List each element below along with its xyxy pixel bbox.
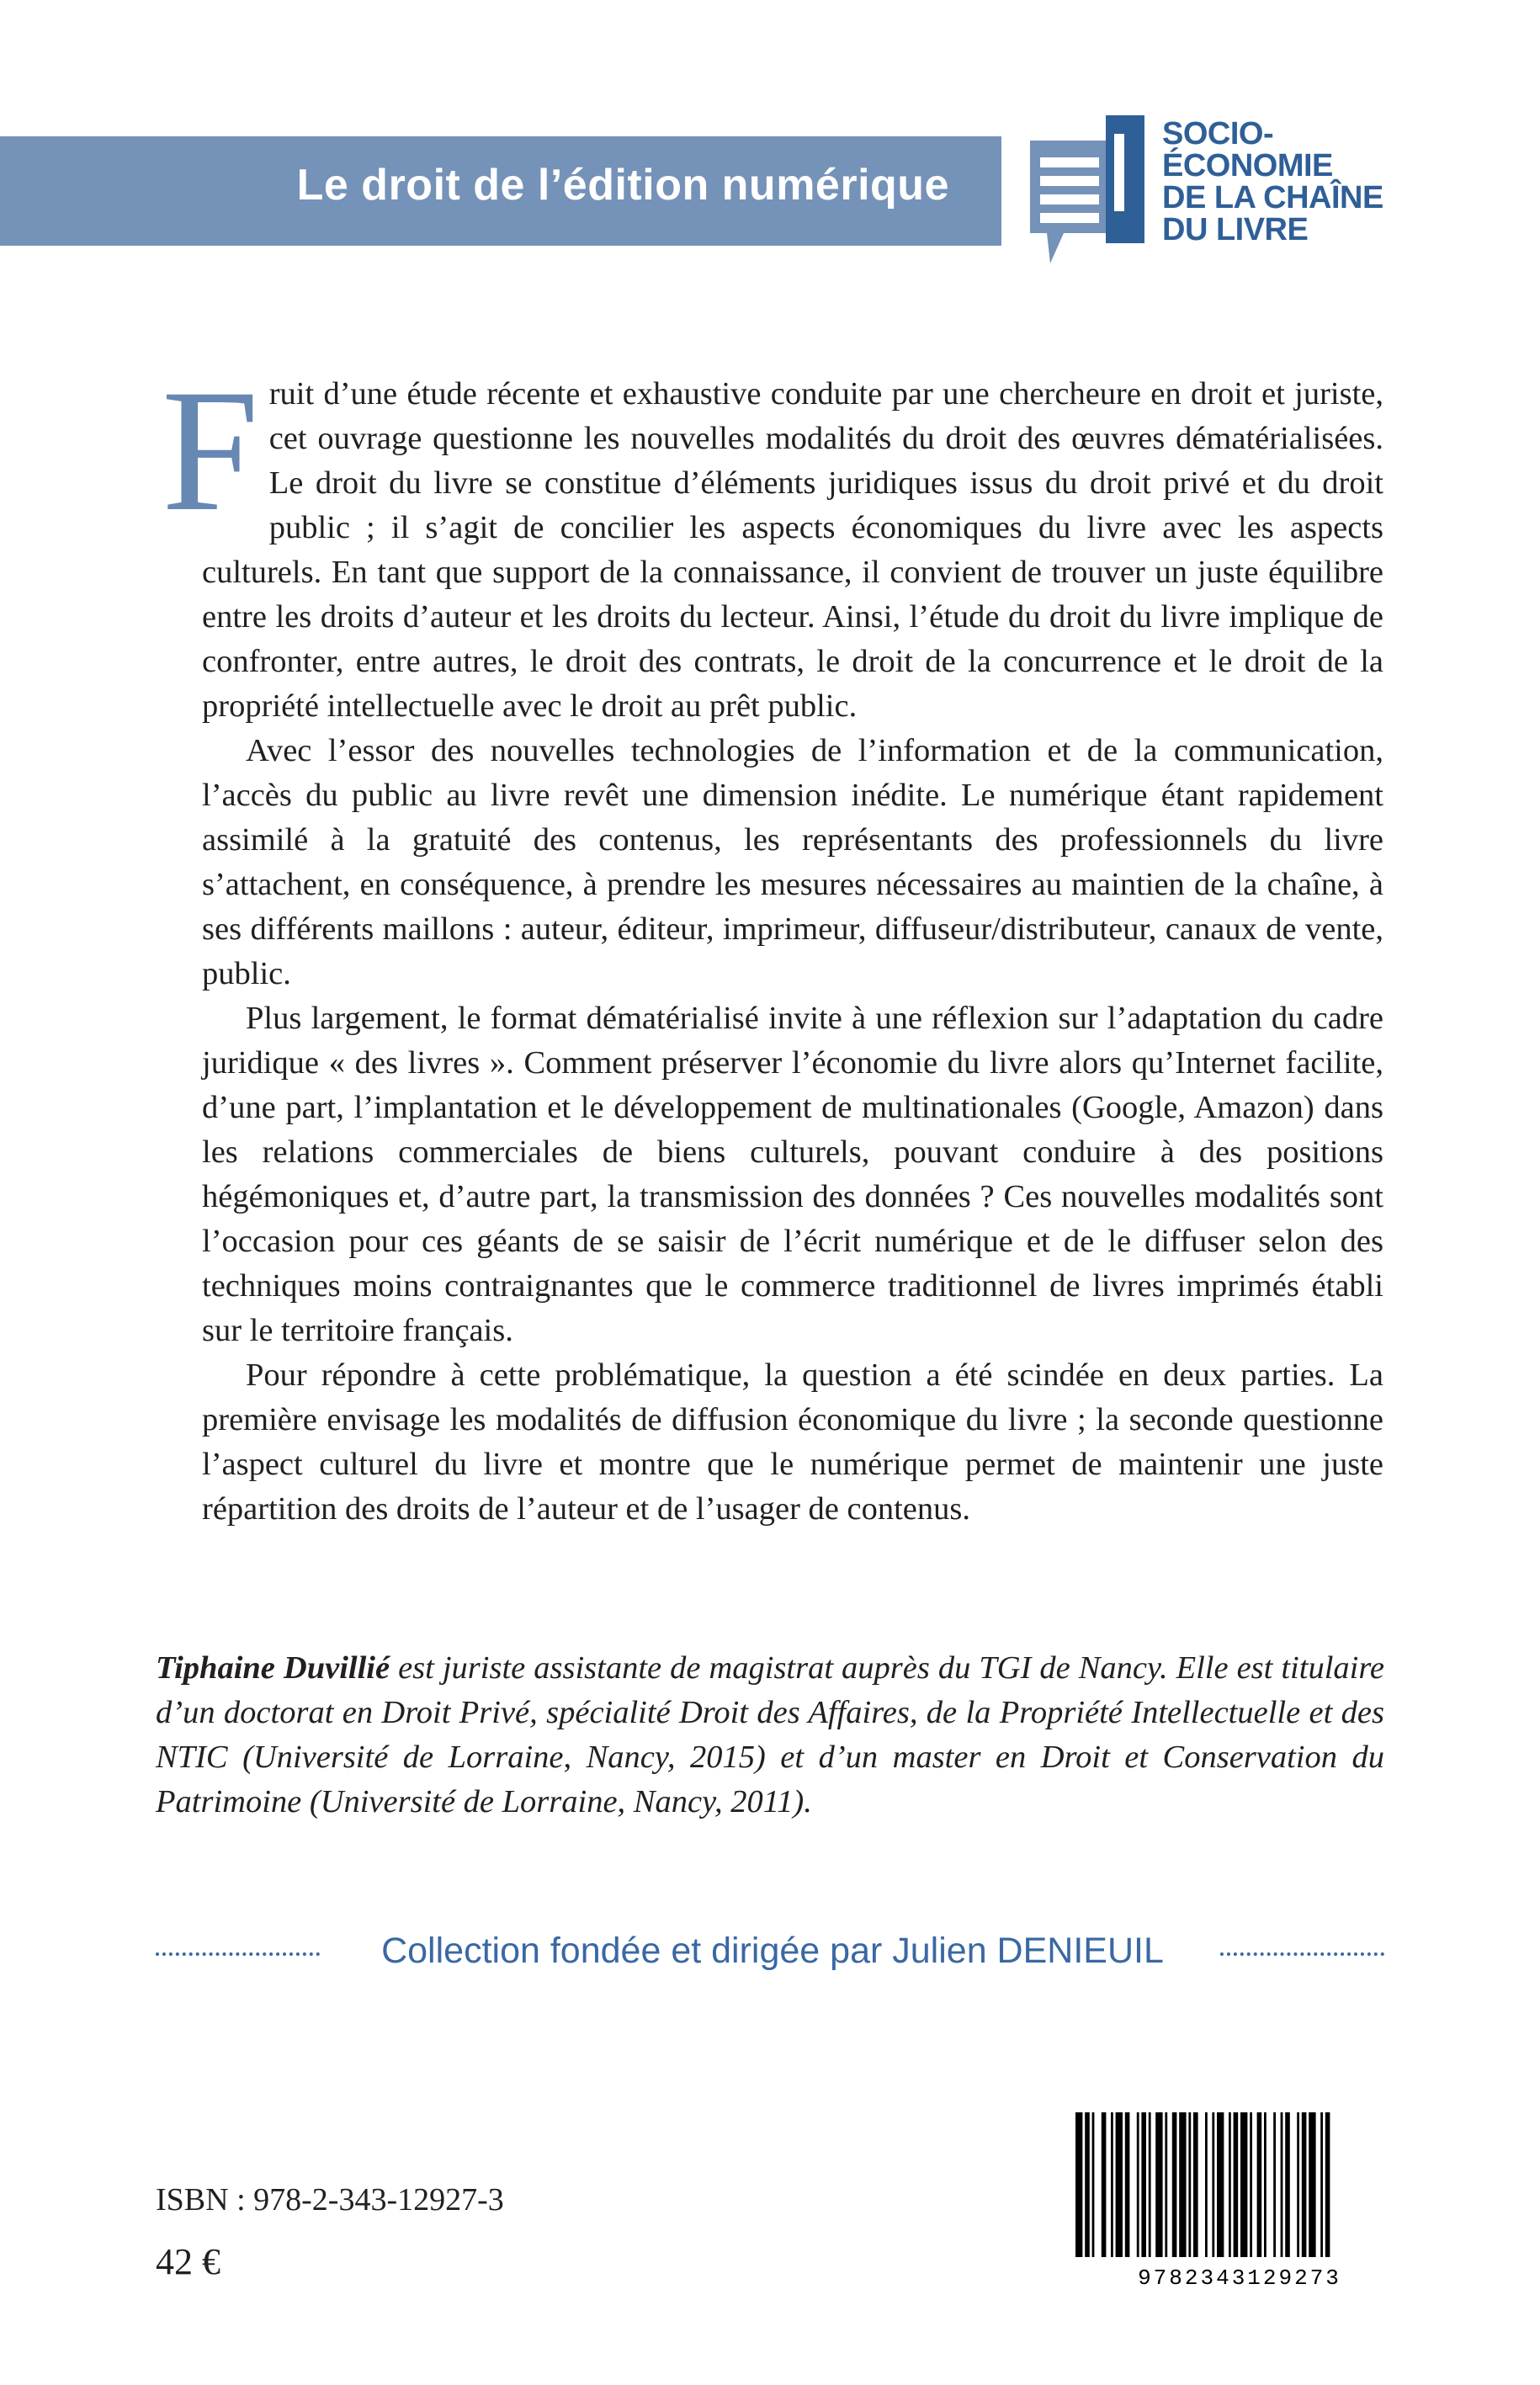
paragraph: Pour répondre à cette problématique, la question a été scindée en deux parties. La première envisage les modalités de diffusion économique du livre ; la seconde questionne l’aspect culturel du livre et montre que le numérique permet de maintenir une juste répartition des droits de l’auteur et de l’usager de contenus. [202, 1357, 1383, 1527]
paragraph-text: ruit d’une étude récente et exhaustive conduite par une chercheure en droit et juriste, cet ouvrage questionne les nouvelles modalités du droit des œuvres dématérialisées. Le droit du livre se constitue d’éléments juridiques issus du droit privé et du droit public ; il s’agit de concilier les aspects économiques du livre avec les aspects culturels. En tant que support de la connaissance, il convient de trouver un juste équilibre entre les droits d’auteur et les droits du lecteur. Ainsi, l’étude du droit du livre implique de confronter, entre autres, le droit des contrats, le droit de la concurrence et le droit de la propriété intellectuelle avec le droit au prêt public. [202, 376, 1383, 724]
logo-line: DE LA CHAÎNE [1162, 180, 1383, 215]
isbn: ISBN : 978-2-343-12927-3 [156, 2182, 504, 2218]
paragraph: Avec l’essor des nouvelles technologies de l’information et de la communication, l’accès du public au livre revêt une dimension inédite. Le numérique étant rapidement assimilé à la gratuité des contenus, les représentants des professionnels du livre s’attachent, en conséquence, à prendre les mesures nécessaires au maintien de la chaîne, à ses différents maillons : auteur, éditeur, imprimeur, diffuseur/distributeur, canaux de vente, public. [202, 733, 1383, 991]
header-bar [0, 136, 1001, 246]
paragraph [162, 353, 1383, 729]
drop-cap: F [162, 353, 259, 547]
logo-line: ÉCONOMIE [1162, 148, 1333, 183]
author-bio-text: est juriste assistante de magistrat auprès du TGI de Nancy. Elle est titulaire d’un doctorat en Droit Privé, spécialité Droit des Affaires, de la Propriété Intellectuelle et des NTIC (Université de Lorraine, Nancy, 2015) et d’un master en Droit et Conservation du Patrimoine (Université de Lorraine, Nancy, 2011). [156, 1650, 1384, 1819]
barcode-digits: 9782343129273 [1138, 2265, 1341, 2289]
author-name: Tiphaine Duvillié [156, 1650, 390, 1686]
dotted-divider [156, 1952, 320, 1956]
description-text [162, 353, 1383, 1532]
book-chat-icon [1025, 115, 1150, 267]
logo-line: DU LIVRE [1162, 212, 1309, 247]
price: 42 € [156, 2241, 220, 2282]
dotted-divider [1220, 1952, 1384, 1956]
paragraph: Plus largement, le format dématérialisé invite à une réflexion sur l’adaptation du cadre juridique « des livres ». Comment préserver l’économie du livre alors qu’Internet facilite, d’une part, l’implantation et le développement de multinationales (Google, Amazon) dans les relations commerciales de biens culturels, pouvant conduire à des positions hégémoniques et, d’autre part, la transmission des données ? Ces nouvelles modalités sont l’occasion pour ces géants de se saisir de l’écrit numérique et de le diffuser selon des techniques moins contraignantes que le commerce traditionnel de livres imprimés établi sur le territoire français. [202, 1001, 1383, 1348]
collection-logo-text [1162, 118, 1383, 246]
collection-credit: Collection fondée et dirigée par Julien DENIEUIL [381, 1931, 1164, 1971]
book-title: Le droit de l’édition numérique [296, 161, 949, 210]
logo-line: SOCIO- [1162, 116, 1274, 151]
author-bio [156, 1646, 1384, 1825]
barcode [1069, 2112, 1410, 2289]
collection-line [156, 1927, 1384, 1978]
